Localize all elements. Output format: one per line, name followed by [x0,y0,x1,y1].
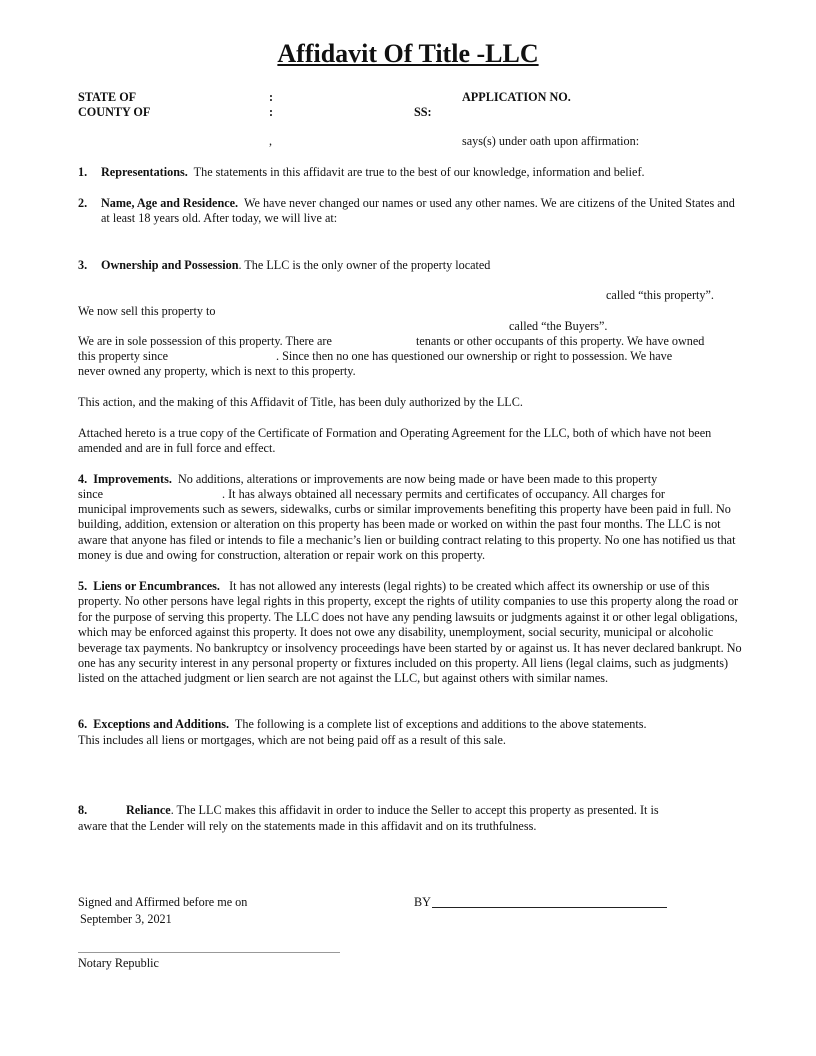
section-2-number: 2. [78,196,88,210]
by-signature-line[interactable] [432,907,667,908]
affiant-comma: , [269,134,273,148]
state-colon: : [269,90,274,104]
section-1-heading: Representations. [101,165,188,179]
sell-to-text: We now sell this property to [78,304,216,318]
possession-d: . Since then no one has questioned our ownership or right to possession. We have [276,349,673,363]
section-2-heading: Name, Age and Residence. [101,196,239,210]
section-3-text: . The LLC is the only owner of the property located [238,258,491,272]
section-6-text-b: This includes all liens or mortgages, which are not being paid off as a result of this sale. [78,733,506,747]
section-4-since: since [78,487,104,501]
section-5 [78,579,742,687]
section-4-heading: Improvements. [93,472,172,486]
county-label: COUNTY OF [78,105,151,119]
document-title: Affidavit Of Title -LLC [277,39,539,68]
possession-c: this property since [78,349,169,363]
section-4-text-a: No additions, alterations or improvements are now being made or have been made to this property [177,472,658,486]
state-label: STATE OF [78,90,137,104]
section-4-line-1 [78,472,657,487]
section-5-text: It has not allowed any interests (legal rights) to be created which affect its ownership or use of this property. No other persons have legal rights in this property, except the rights of utility companies to use this property along the road or for the purpose of serving this property. The LLC does not have any pending lawsuits or judgments against it or other legal obligations, which may be enforced against this property. It does not owe any disability, unemployment, social security, municipal or alcoholic beverage tax payments. No bankruptcy or insolvency proceedings have been started by or against us. It has never declared bankrupt. No one has any security interest in any personal property or fixtures included on this property. All liens (legal claims, such as judgments) listed on the attached judgment or lien search are not against the LLC, but against others with similar names. [78,579,742,686]
possession-e: never owned any property, which is next to this property. [78,364,356,378]
section-5-heading: Liens or Encumbrances. [93,579,220,593]
section-1 [101,165,741,180]
signature-date: September 3, 2021 [80,912,172,926]
section-8-text-a: . The LLC makes this affidavit in order to induce the Seller to accept this property as presented. It is [170,803,659,817]
section-1-number: 1. [78,165,88,179]
ss-label: SS: [414,105,432,119]
notary-label: Notary Republic [78,956,159,970]
section-8-number: 8. [78,803,88,817]
section-2 [101,196,741,227]
section-6-heading: Exceptions and Additions. [93,717,230,731]
possession-b: tenants or other occupants of this property. We have owned [416,334,705,348]
application-label: APPLICATION NO. [462,90,571,104]
section-6-line-1 [78,717,647,732]
county-colon: : [269,105,274,119]
section-6-text-a: The following is a complete list of exceptions and additions to the above statements. [234,717,647,731]
called-the-buyers: called “the Buyers”. [509,319,608,333]
possession-a: We are in sole possession of this property. There are [78,334,332,348]
section-6-number: 6. [78,717,88,731]
section-4-text-b: . It has always obtained all necessary permits and certificates of occupancy. All charges for [222,487,665,501]
authorized-text: This action, and the making of this Affidavit of Title, has been duly authorized by the LLC. [78,395,523,409]
notary-signature-line[interactable] [78,952,340,953]
section-3 [101,258,490,273]
section-4-text-c: municipal improvements such as sewers, sidewalks, curbs or similar improvements benefiting this property have been paid in full. No building, addition, extension or alteration on this property has been made or worked on within the past four months. The LLC is not aware that anyone has filed or intends to file a mechanic’s lien or building contract relating to this property. No one has notified us that money is due and owing for construction, alteration or repair work on this property. [78,502,736,563]
section-8-text-b: aware that the Lender will rely on the statements made in this affidavit and on its truthfulness. [78,819,537,833]
called-this-property: called “this property”. [606,288,714,302]
signed-affirmed-label: Signed and Affirmed before me on [78,895,248,909]
section-2-text: We have never changed our names or used any other names. We are citizens of the United States and at least 18 years old. After today, we will live at: [101,196,735,226]
section-3-number: 3. [78,258,88,272]
by-label: BY [414,895,431,909]
section-8-heading: Reliance [126,803,171,817]
section-8-line-1 [126,803,659,818]
oath-text: says(s) under oath upon affirmation: [462,134,640,148]
attached-text: Attached hereto is a true copy of the Certificate of Formation and Operating Agreement for the LLC, both of which have not been amended and are in full force and effect. [78,426,712,456]
section-1-text: The statements in this affidavit are true to the best of our knowledge, information and belief. [193,165,645,179]
section-4-number: 4. [78,472,88,486]
section-3-heading: Ownership and Possession [101,258,239,272]
section-5-number: 5. [78,579,88,593]
